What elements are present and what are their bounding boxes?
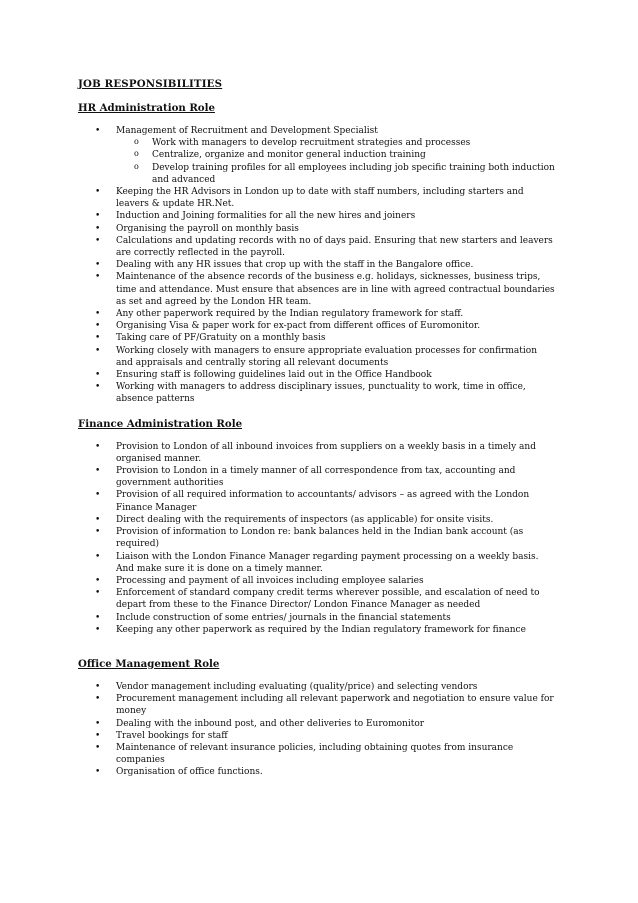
bullet-text: Ensuring staff is following guidelines laid out in the Office Handbook [116,370,432,381]
bullet-item [78,369,556,381]
document-page [78,78,556,779]
bullet-item [78,587,556,611]
bullet-text: Working closely with managers to ensure appropriate evaluation processes for confirmation and appraisals and centrally storing all relevant documents [116,345,538,368]
bullet-text: Travel bookings for staff [116,730,228,741]
bullet-item [78,742,556,766]
bullet-item [78,381,556,405]
bullet-text: Liaison with the London Finance Manager regarding payment processing on a weekly basis. And make sure it is done on a timely manner. [116,551,539,574]
bullet-text: Enforcement of standard company credit terms wherever possible, and escalation of need to depart from these to the Finance Director/ London Finance Manager as needed [116,588,540,611]
bullet-text: Calculations and updating records with no of days paid. Ensuring that new starters and leavers are correctly reflected in the payroll. [116,235,553,259]
bullet-text: Keeping the HR Advisors in London up to date with staff numbers, including starters and leavers & update HR.Net. [116,187,524,210]
bullet-text: Any other paperwork required by the Indian regulatory framework for staff. [116,309,464,320]
bullet-item [78,514,556,526]
section-heading: Office Management Role [78,657,220,670]
bullet-item [78,489,556,513]
bullet-text: Provision to London in a timely manner of all correspondence from tax, accounting and government authorities [116,466,516,489]
bullet-text: Direct dealing with the requirements of inspectors (as applicable) for onsite visits. [116,514,494,525]
bullet-item [78,718,556,730]
bullet-text: Vendor management including evaluating (quality/price) and selecting vendors [116,681,478,692]
section-heading: HR Administration Role [78,102,215,114]
bullet-item [78,693,556,717]
section-heading: Finance Administration Role [78,417,243,430]
bullet-list [78,125,556,406]
bullet-text: Provision of information to London re: bank balances held in the Indian bank account (as required) [116,527,524,550]
bullet-item [78,235,556,259]
sub-list [116,137,556,186]
section-spacer [78,636,556,658]
bullet-list [78,681,556,779]
bullet-item [78,308,556,320]
sub-item: o Centralize, organize and monitor general induction training [116,149,556,161]
bullet-item [78,441,556,465]
bullet-text: Induction and Joining formalities for all the new hires and joiners [116,211,416,222]
bullet-text: Dealing with the inbound post, and other deliveries to Euromonitor [116,718,425,729]
bullet-item [78,612,556,624]
sub-item: o Work with managers to develop recruitment strategies and processes [116,137,556,149]
bullet-text: Organisation of office functions. [116,767,263,778]
bullet-text: Maintenance of the absence records of the business e.g. holidays, sicknesses, business trips, time and attendance. Must ensure that absences are in line with agreed contractual boundaries as set and agreed by the London HR team. [116,272,555,307]
page-title: JOB RESPONSIBILITIES [78,78,223,90]
bullet-text: Keeping any other paperwork as required by the Indian regulatory framework for finance [116,624,526,635]
section-spacer [78,406,556,418]
bullet-text: Include construction of some entries/ journals in the financial statements [116,612,451,623]
bullet-item [78,259,556,271]
bullet-item [78,575,556,587]
bullet-text: Organising Visa & paper work for ex-pact from different offices of Euromonitor. [116,321,481,332]
bullet-text: Procurement management including all relevant paperwork and negotiation to ensure value for money [116,694,554,717]
bullet-item [78,624,556,636]
bullet-item [78,681,556,693]
bullet-text: Organising the payroll on monthly basis [116,223,299,234]
bullet-item [78,125,556,186]
bullet-text: Provision of all required information to accountants/ advisors – as agreed with the London Finance Manager [116,490,530,513]
bullet-item [78,551,556,575]
bullet-item [78,210,556,222]
bullet-item [78,345,556,369]
bullet-item [78,465,556,489]
bullet-text: Management of Recruitment and Development Specialist [116,126,378,136]
sub-item: o Develop training profiles for all employees including job specific training both induction and advanced [116,162,556,186]
bullet-item [78,271,556,308]
bullet-item [78,320,556,332]
sections-container [78,102,556,779]
bullet-text: Maintenance of relevant insurance policies, including obtaining quotes from insurance companies [116,742,514,766]
bullet-item [78,766,556,778]
bullet-text: Taking care of PF/Gratuity on a monthly basis [116,333,326,344]
bullet-item [78,730,556,742]
bullet-text: Provision to London of all inbound invoices from suppliers on a weekly basis in a timely and organised manner. [116,441,536,464]
bullet-text: Dealing with any HR issues that crop up with the staff in the Bangalore office. [116,260,474,271]
bullet-text: Working with managers to address disciplinary issues, punctuality to work, time in office, absence patterns [116,382,526,405]
bullet-item [78,526,556,550]
bullet-text: Processing and payment of all invoices including employee salaries [116,575,424,586]
bullet-item [78,332,556,344]
bullet-item [78,186,556,210]
bullet-item [78,223,556,235]
bullet-list [78,441,556,636]
